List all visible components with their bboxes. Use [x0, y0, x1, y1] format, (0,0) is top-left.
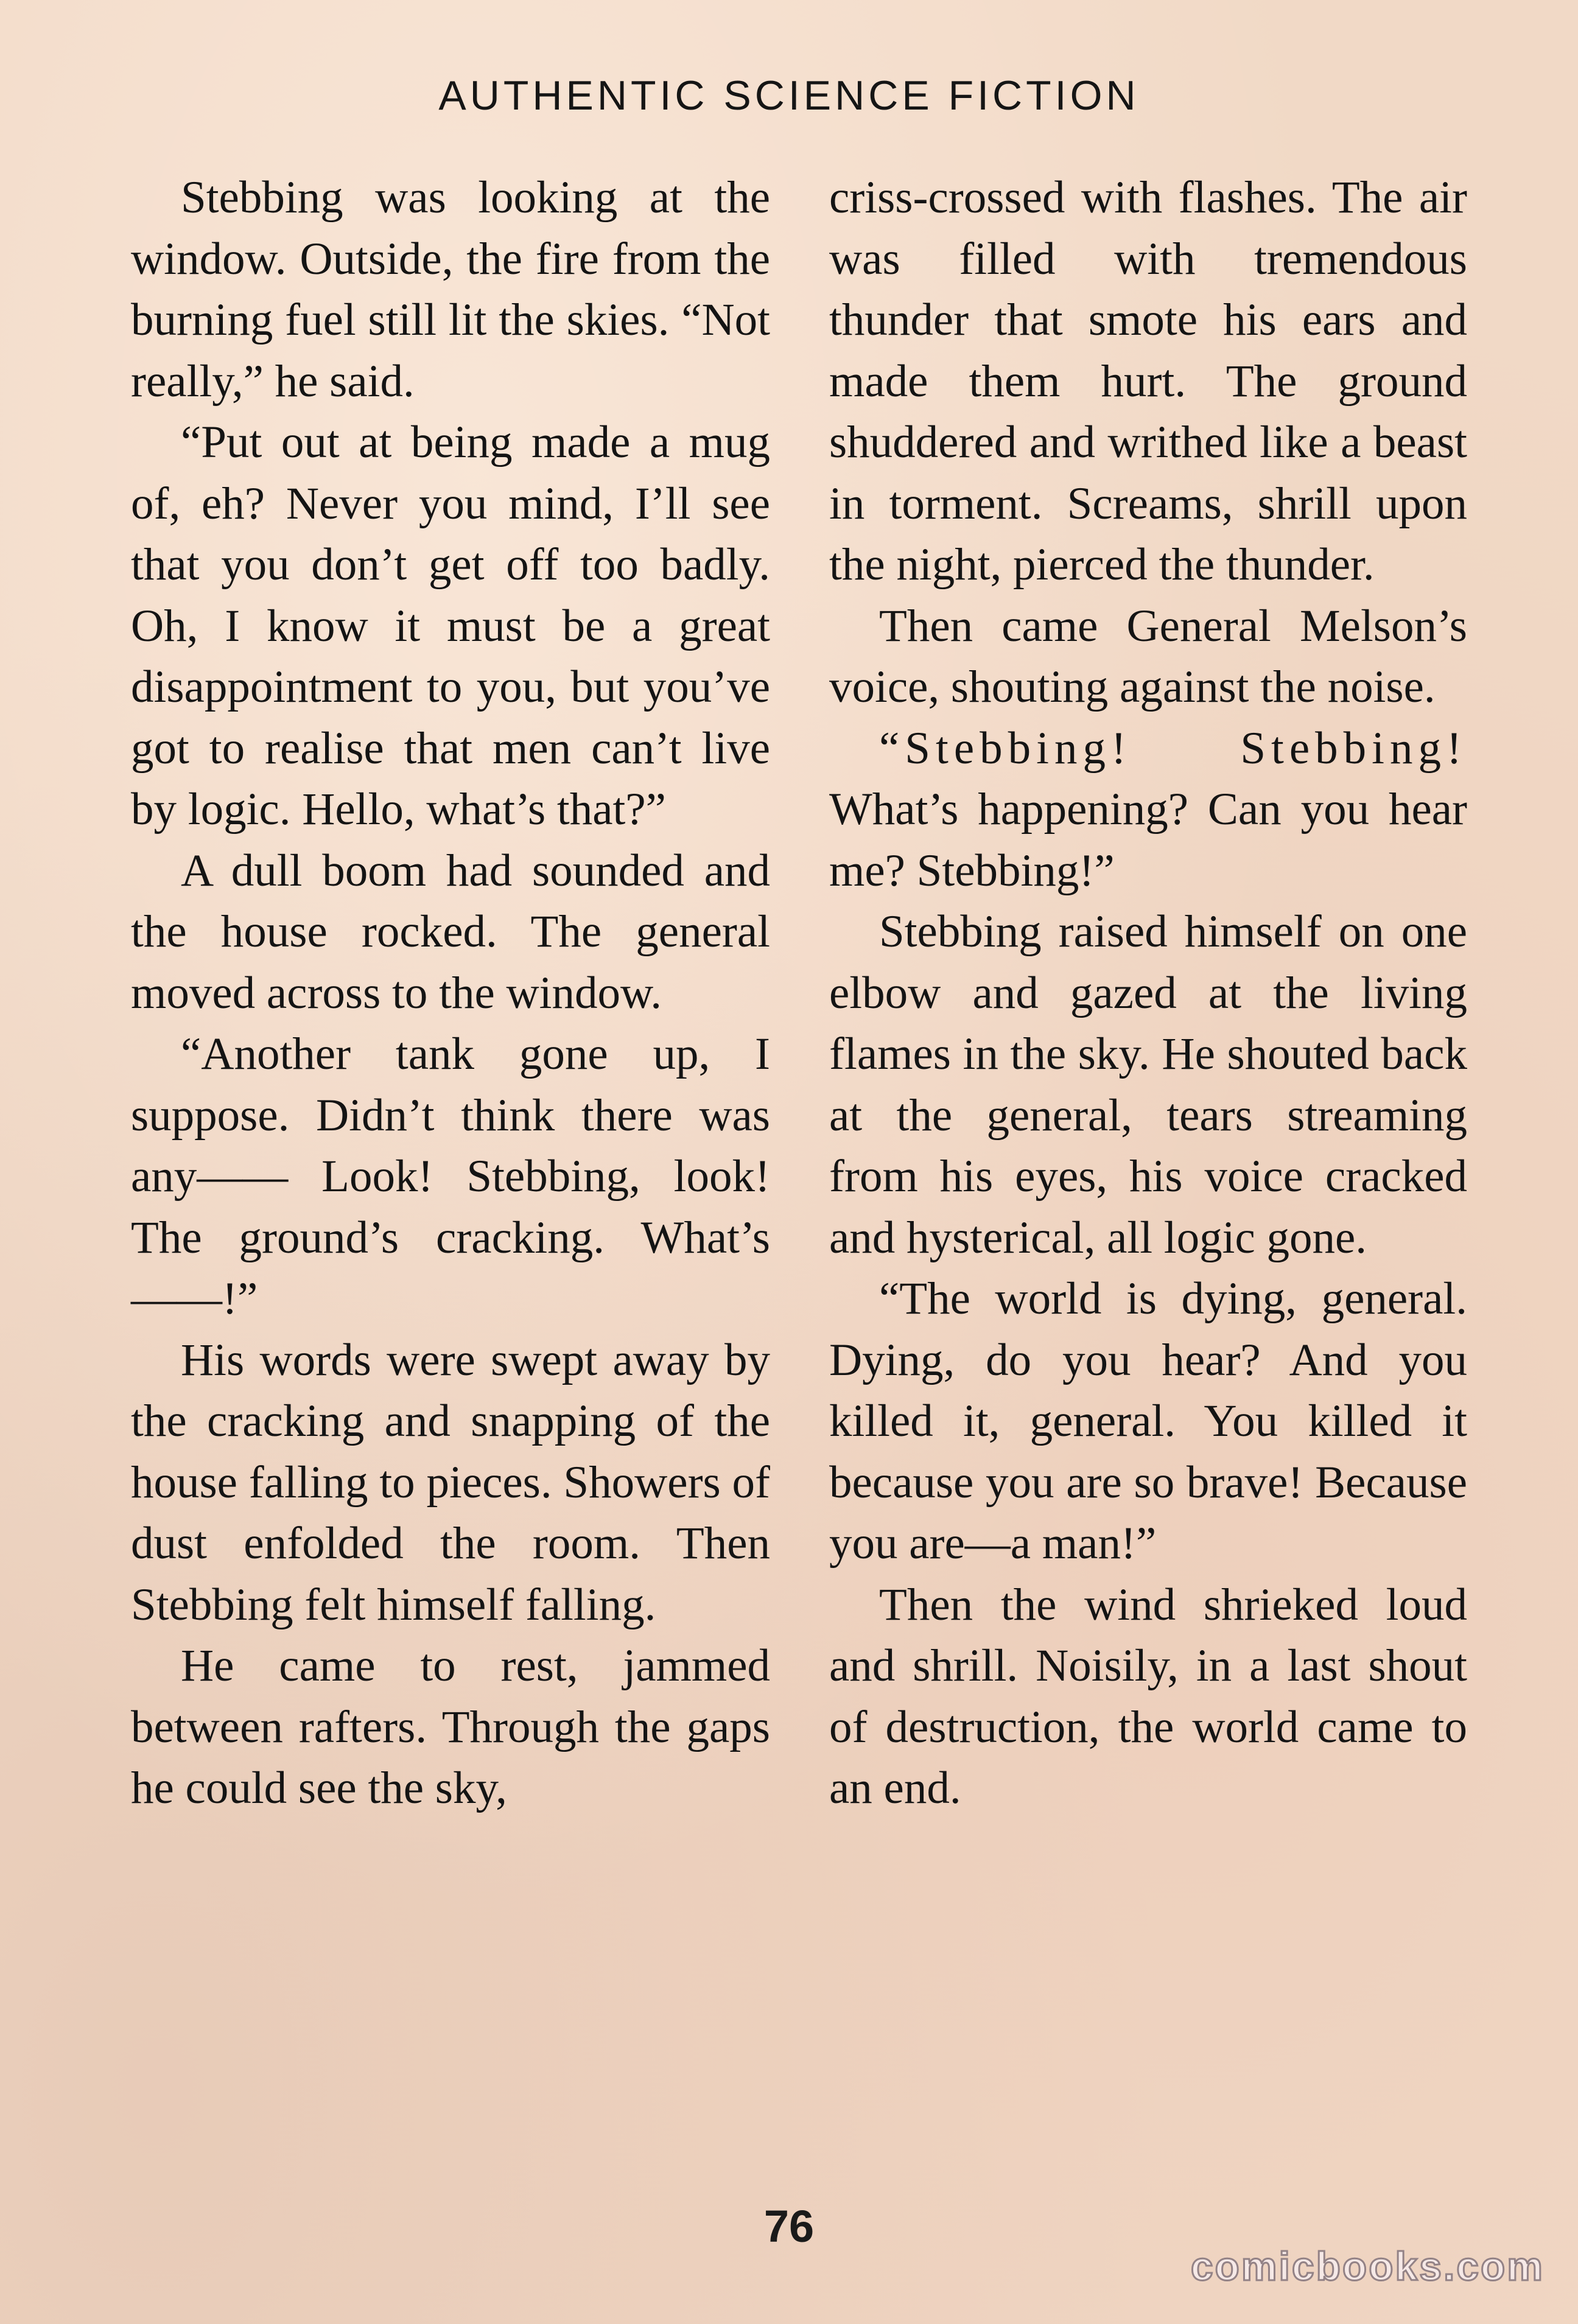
left-text-column — [131, 167, 770, 1819]
paragraph: Stebbing raised himself on one elbow and gazed at the living flames in the sky. He shouted back at the general, tears streaming from his eyes, his voice cracked and hysterical, all logic gone. — [829, 906, 1467, 1263]
page-number: 76 — [763, 2201, 815, 2252]
paragraph: A dull boom had sounded and the house rocked. The general moved across to the window. — [131, 845, 770, 1018]
shouted-text: “Stebbing! Stebbing! — [879, 723, 1467, 774]
paragraph: “Another tank gone up, I suppose. Didn’t think there was any—— Look! Stebbing, look! The ground’s cracking. What’s——!” — [131, 1029, 770, 1324]
paragraph: Then came General Melson’s voice, shouting against the noise. — [829, 600, 1467, 712]
running-header: AUTHENTIC SCIENCE FICTION — [438, 72, 1140, 119]
paragraph: “Put out at being made a mug of, eh? Never you mind, I’ll see that you don’t get off too badly. Oh, I know it must be a great disappointment to you, but you’ve got to realise that men can’t live by logic. Hello, what’s that?” — [131, 417, 770, 835]
paragraph: His words were swept away by the cracking and snapping of the house falling to pieces. Showers of dust enfolded the room. Then Stebbing felt himself falling. — [131, 1334, 770, 1630]
watermark-logo: comicbooks.com — [1190, 2244, 1545, 2289]
paragraph — [829, 718, 1467, 902]
paragraph: Then the wind shrieked loud and shrill. Noisily, in a last shout of destruction, the world came to an end. — [829, 1579, 1467, 1813]
paragraph-text: What’s happening? Can you hear me? Stebbing!” — [829, 784, 1467, 896]
paragraph: He came to rest, jammed between rafters. Through the gaps he could see the sky, — [131, 1640, 770, 1813]
paragraph: “The world is dying, general. Dying, do you hear? And you killed it, general. You killed it because you are so brave! Because you are—a man!” — [829, 1273, 1467, 1569]
paragraph-continued: criss-crossed with flashes. The air was filled with tremendous thunder that smote his ears and made them hurt. The ground shuddered and writhed like a beast in torment. Screams, shrill upon the night, pierced the thunder. — [829, 172, 1467, 590]
paragraph: Stebbing was looking at the window. Outside, the fire from the burning fuel still lit the skies. “Not really,” he said. — [131, 172, 770, 407]
right-text-column — [829, 167, 1467, 1819]
